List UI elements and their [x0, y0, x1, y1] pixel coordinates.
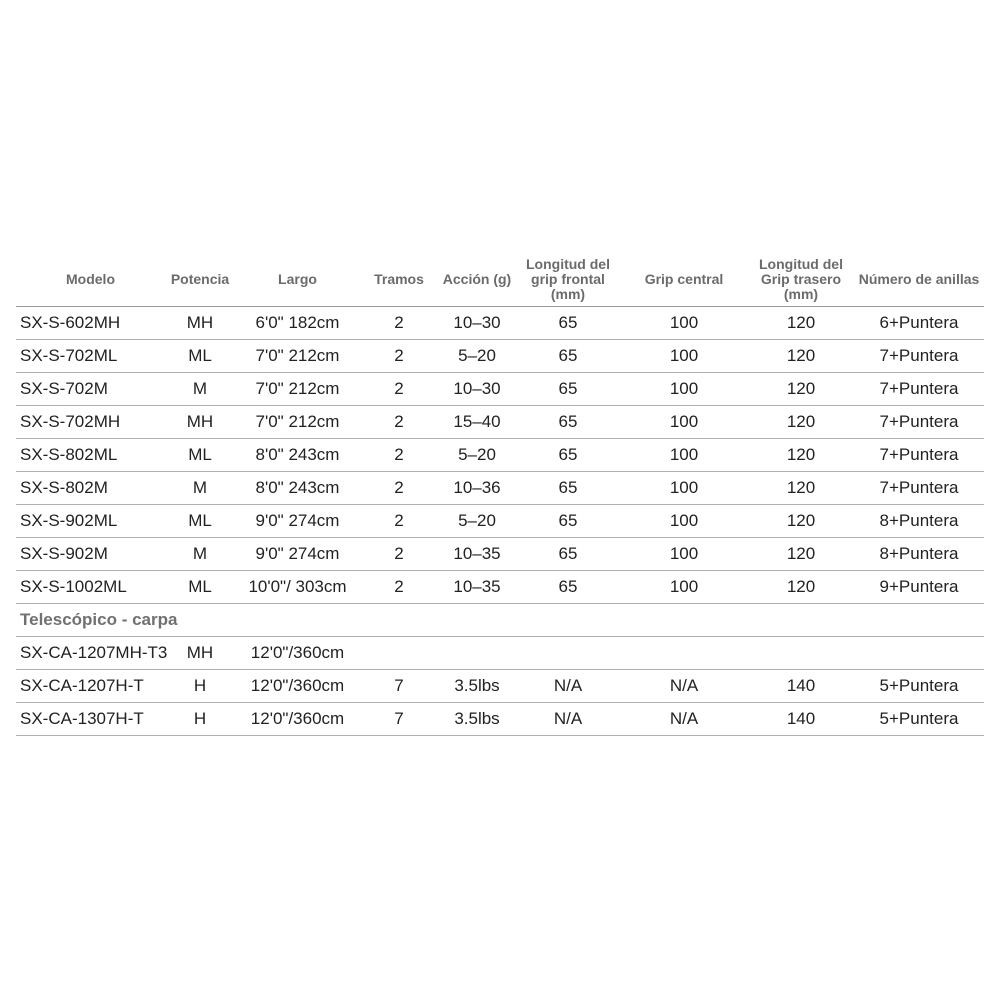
cell-accion: 10–30	[438, 307, 516, 340]
cell-tramos	[360, 637, 438, 670]
cell-grip-frontal: 65	[516, 505, 620, 538]
cell-accion: 5–20	[438, 439, 516, 472]
cell-anillas: 5+Puntera	[854, 703, 984, 736]
cell-modelo: SX-CA-1207H-T	[16, 670, 165, 703]
cell-potencia: ML	[165, 340, 235, 373]
cell-accion: 10–30	[438, 373, 516, 406]
cell-grip-frontal: N/A	[516, 670, 620, 703]
cell-modelo: SX-S-602MH	[16, 307, 165, 340]
cell-largo: 12'0"/360cm	[235, 670, 360, 703]
section-label-telescopico: Telescópico - carpa	[16, 604, 984, 637]
rod-spec-table	[16, 252, 984, 736]
cell-grip-frontal	[516, 637, 620, 670]
cell-potencia: H	[165, 670, 235, 703]
cell-grip-trasero	[748, 637, 854, 670]
cell-tramos: 2	[360, 571, 438, 604]
cell-grip-frontal: 65	[516, 538, 620, 571]
column-header-accion: Acción (g)	[438, 252, 516, 307]
table-body	[16, 307, 984, 736]
cell-grip-central: N/A	[620, 670, 748, 703]
cell-modelo: SX-S-902M	[16, 538, 165, 571]
cell-largo: 8'0" 243cm	[235, 472, 360, 505]
cell-anillas: 5+Puntera	[854, 670, 984, 703]
cell-grip-central: 100	[620, 472, 748, 505]
table-row	[16, 439, 984, 472]
cell-potencia: ML	[165, 439, 235, 472]
cell-grip-trasero: 140	[748, 703, 854, 736]
cell-accion: 3.5lbs	[438, 703, 516, 736]
cell-anillas: 8+Puntera	[854, 505, 984, 538]
cell-grip-trasero: 120	[748, 340, 854, 373]
cell-grip-frontal: 65	[516, 406, 620, 439]
cell-potencia: M	[165, 373, 235, 406]
cell-potencia: MH	[165, 307, 235, 340]
cell-grip-trasero: 120	[748, 406, 854, 439]
cell-accion	[438, 637, 516, 670]
column-header-grip-frontal: Longitud del grip frontal (mm)	[516, 252, 620, 307]
cell-anillas: 7+Puntera	[854, 373, 984, 406]
table-row	[16, 505, 984, 538]
table-row	[16, 406, 984, 439]
cell-potencia: H	[165, 703, 235, 736]
cell-anillas	[854, 637, 984, 670]
cell-largo: 7'0" 212cm	[235, 406, 360, 439]
cell-grip-central: 100	[620, 307, 748, 340]
column-header-largo: Largo	[235, 252, 360, 307]
cell-accion: 15–40	[438, 406, 516, 439]
cell-anillas: 7+Puntera	[854, 406, 984, 439]
table-row	[16, 472, 984, 505]
cell-largo: 9'0" 274cm	[235, 538, 360, 571]
cell-accion: 10–35	[438, 571, 516, 604]
cell-largo: 9'0" 274cm	[235, 505, 360, 538]
column-header-anillas: Número de anillas	[854, 252, 984, 307]
cell-tramos: 7	[360, 670, 438, 703]
table-row	[16, 307, 984, 340]
cell-tramos: 2	[360, 307, 438, 340]
cell-modelo: SX-S-702M	[16, 373, 165, 406]
cell-grip-frontal: N/A	[516, 703, 620, 736]
cell-grip-central: 100	[620, 340, 748, 373]
cell-grip-trasero: 120	[748, 472, 854, 505]
cell-grip-frontal: 65	[516, 340, 620, 373]
cell-grip-frontal: 65	[516, 472, 620, 505]
section-row	[16, 604, 984, 637]
cell-largo: 7'0" 212cm	[235, 373, 360, 406]
cell-grip-frontal: 65	[516, 307, 620, 340]
cell-accion: 3.5lbs	[438, 670, 516, 703]
cell-anillas: 6+Puntera	[854, 307, 984, 340]
cell-anillas: 7+Puntera	[854, 340, 984, 373]
cell-potencia: ML	[165, 505, 235, 538]
cell-tramos: 2	[360, 505, 438, 538]
header-row	[16, 252, 984, 307]
cell-anillas: 8+Puntera	[854, 538, 984, 571]
cell-grip-frontal: 65	[516, 439, 620, 472]
cell-largo: 7'0" 212cm	[235, 340, 360, 373]
cell-accion: 5–20	[438, 340, 516, 373]
cell-tramos: 2	[360, 472, 438, 505]
cell-potencia: MH	[165, 406, 235, 439]
cell-potencia: M	[165, 538, 235, 571]
cell-largo: 12'0"/360cm	[235, 637, 360, 670]
cell-grip-trasero: 120	[748, 439, 854, 472]
cell-tramos: 7	[360, 703, 438, 736]
cell-grip-trasero: 120	[748, 571, 854, 604]
column-header-tramos: Tramos	[360, 252, 438, 307]
cell-accion: 5–20	[438, 505, 516, 538]
cell-potencia: M	[165, 472, 235, 505]
cell-grip-central: 100	[620, 505, 748, 538]
table-row	[16, 670, 984, 703]
table-row	[16, 373, 984, 406]
table-row	[16, 340, 984, 373]
column-header-grip-trasero: Longitud del Grip trasero (mm)	[748, 252, 854, 307]
cell-largo: 6'0" 182cm	[235, 307, 360, 340]
cell-modelo: SX-S-702MH	[16, 406, 165, 439]
cell-largo: 10'0"/ 303cm	[235, 571, 360, 604]
table-row	[16, 538, 984, 571]
table-row	[16, 703, 984, 736]
cell-grip-trasero: 120	[748, 307, 854, 340]
cell-tramos: 2	[360, 373, 438, 406]
cell-largo: 12'0"/360cm	[235, 703, 360, 736]
cell-modelo: SX-S-1002ML	[16, 571, 165, 604]
cell-grip-central	[620, 637, 748, 670]
column-header-potencia: Potencia	[165, 252, 235, 307]
cell-accion: 10–36	[438, 472, 516, 505]
cell-potencia: ML	[165, 571, 235, 604]
cell-anillas: 7+Puntera	[854, 439, 984, 472]
cell-grip-central: 100	[620, 373, 748, 406]
cell-grip-trasero: 120	[748, 505, 854, 538]
cell-tramos: 2	[360, 340, 438, 373]
cell-modelo: SX-S-802M	[16, 472, 165, 505]
cell-modelo: SX-S-702ML	[16, 340, 165, 373]
cell-grip-central: 100	[620, 571, 748, 604]
cell-grip-trasero: 120	[748, 373, 854, 406]
cell-anillas: 7+Puntera	[854, 472, 984, 505]
cell-modelo: SX-CA-1307H-T	[16, 703, 165, 736]
cell-grip-central: 100	[620, 439, 748, 472]
cell-accion: 10–35	[438, 538, 516, 571]
cell-tramos: 2	[360, 406, 438, 439]
cell-anillas: 9+Puntera	[854, 571, 984, 604]
cell-grip-trasero: 140	[748, 670, 854, 703]
table-row	[16, 637, 984, 670]
cell-grip-trasero: 120	[748, 538, 854, 571]
cell-tramos: 2	[360, 439, 438, 472]
column-header-modelo: Modelo	[16, 252, 165, 307]
cell-modelo: SX-S-802ML	[16, 439, 165, 472]
cell-grip-central: N/A	[620, 703, 748, 736]
cell-grip-frontal: 65	[516, 571, 620, 604]
cell-grip-central: 100	[620, 538, 748, 571]
cell-grip-frontal: 65	[516, 373, 620, 406]
column-header-grip-central: Grip central	[620, 252, 748, 307]
cell-potencia: MH	[165, 637, 235, 670]
cell-tramos: 2	[360, 538, 438, 571]
cell-modelo: SX-CA-1207MH-T3	[16, 637, 165, 670]
table-row	[16, 571, 984, 604]
cell-modelo: SX-S-902ML	[16, 505, 165, 538]
cell-grip-central: 100	[620, 406, 748, 439]
cell-largo: 8'0" 243cm	[235, 439, 360, 472]
